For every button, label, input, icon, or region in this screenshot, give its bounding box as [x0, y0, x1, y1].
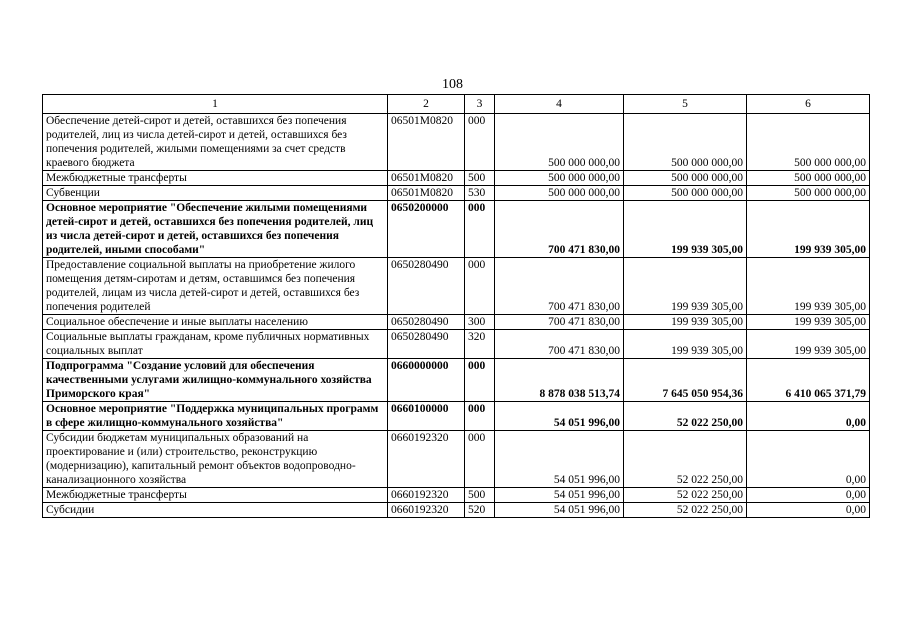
row-value-col5: 199 939 305,00	[624, 330, 747, 359]
table-row	[43, 330, 870, 359]
row-value-col4: 54 051 996,00	[495, 488, 624, 503]
row-value-col4: 500 000 000,00	[495, 114, 624, 171]
row-value-col4: 700 471 830,00	[495, 258, 624, 315]
row-type-cell: 320	[465, 330, 495, 359]
row-type-cell: 520	[465, 503, 495, 518]
row-value-col5: 52 022 250,00	[624, 431, 747, 488]
row-code-cell: 0660192320	[388, 488, 465, 503]
row-value-col5: 52 022 250,00	[624, 503, 747, 518]
page-number: 108	[442, 77, 463, 92]
row-value-col4: 700 471 830,00	[495, 315, 624, 330]
row-value-col6: 500 000 000,00	[747, 186, 870, 201]
table-row	[43, 258, 870, 315]
row-value-col4: 8 878 038 513,74	[495, 359, 624, 402]
row-value-col5: 500 000 000,00	[624, 171, 747, 186]
row-type-cell: 000	[465, 258, 495, 315]
row-name-cell: Субвенции	[43, 186, 388, 201]
row-code-cell: 06501М0820	[388, 186, 465, 201]
row-name-cell: Социальные выплаты гражданам, кроме публичных нормативных социальных выплат	[43, 330, 388, 359]
row-name-cell: Обеспечение детей-сирот и детей, оставшихся без попечения родителей, лиц из числа детей-сирот и детей, оставшихся без попечения родителей, жилыми помещениями за счет средств краевого бюджета	[43, 114, 388, 171]
row-type-cell: 000	[465, 431, 495, 488]
row-code-cell: 0650200000	[388, 201, 465, 258]
table-row	[43, 171, 870, 186]
table-row	[43, 503, 870, 518]
row-type-cell: 000	[465, 402, 495, 431]
row-name-cell: Основное мероприятие "Поддержка муниципальных программ в сфере жилищно-коммунального хозяйства"	[43, 402, 388, 431]
row-type-cell: 000	[465, 114, 495, 171]
header-col-5: 5	[624, 95, 747, 114]
row-value-col6: 0,00	[747, 503, 870, 518]
row-type-cell: 000	[465, 359, 495, 402]
row-code-cell: 0660000000	[388, 359, 465, 402]
row-type-cell: 000	[465, 201, 495, 258]
row-value-col4: 500 000 000,00	[495, 186, 624, 201]
row-value-col6: 199 939 305,00	[747, 315, 870, 330]
row-code-cell: 0650280490	[388, 330, 465, 359]
row-name-cell: Субсидии бюджетам муниципальных образований на проектирование и (или) строительство, реконструкцию (модернизацию), капитальный ремонт объектов водопроводно-канализационного хозяйства	[43, 431, 388, 488]
row-name-cell: Основное мероприятие "Обеспечение жилыми помещениями детей-сирот и детей, оставшихся без попечения родителей, лиц из числа детей-сирот и детей, оставшихся без попечения родителей, иными способами"	[43, 201, 388, 258]
row-name-cell: Социальное обеспечение и иные выплаты населению	[43, 315, 388, 330]
row-type-cell: 500	[465, 171, 495, 186]
row-name-cell: Предоставление социальной выплаты на приобретение жилого помещения детям-сиротам и детям, оставшимся без попечения родителей, лицам из числа детей-сирот и детей, оставшихся без попечения родителей	[43, 258, 388, 315]
row-name-cell: Подпрограмма "Создание условий для обеспечения качественными услугами жилищно-коммунального хозяйства Приморского края"	[43, 359, 388, 402]
row-code-cell: 0650280490	[388, 258, 465, 315]
table-row	[43, 431, 870, 488]
row-name-cell: Субсидии	[43, 503, 388, 518]
table-row	[43, 186, 870, 201]
header-col-1: 1	[43, 95, 388, 114]
row-value-col5: 199 939 305,00	[624, 258, 747, 315]
row-value-col5: 199 939 305,00	[624, 201, 747, 258]
table-row	[43, 201, 870, 258]
row-code-cell: 06501М0820	[388, 114, 465, 171]
table-row	[43, 488, 870, 503]
row-value-col5: 52 022 250,00	[624, 402, 747, 431]
budget-table	[42, 94, 870, 518]
row-value-col4: 700 471 830,00	[495, 330, 624, 359]
row-value-col6: 0,00	[747, 488, 870, 503]
row-value-col6: 6 410 065 371,79	[747, 359, 870, 402]
table-row	[43, 114, 870, 171]
row-code-cell: 06501М0820	[388, 171, 465, 186]
header-col-2: 2	[388, 95, 465, 114]
row-type-cell: 530	[465, 186, 495, 201]
table-row	[43, 315, 870, 330]
row-code-cell: 0660100000	[388, 402, 465, 431]
row-code-cell: 0650280490	[388, 315, 465, 330]
row-type-cell: 300	[465, 315, 495, 330]
row-value-col6: 0,00	[747, 402, 870, 431]
row-value-col6: 500 000 000,00	[747, 171, 870, 186]
row-value-col4: 700 471 830,00	[495, 201, 624, 258]
row-code-cell: 0660192320	[388, 503, 465, 518]
row-value-col4: 54 051 996,00	[495, 503, 624, 518]
table-body	[43, 95, 870, 518]
row-value-col5: 500 000 000,00	[624, 114, 747, 171]
row-name-cell: Межбюджетные трансферты	[43, 171, 388, 186]
table-row	[43, 402, 870, 431]
row-value-col6: 199 939 305,00	[747, 258, 870, 315]
row-value-col5: 52 022 250,00	[624, 488, 747, 503]
row-code-cell: 0660192320	[388, 431, 465, 488]
row-value-col4: 500 000 000,00	[495, 171, 624, 186]
row-type-cell: 500	[465, 488, 495, 503]
row-value-col5: 500 000 000,00	[624, 186, 747, 201]
row-value-col6: 199 939 305,00	[747, 330, 870, 359]
row-value-col4: 54 051 996,00	[495, 402, 624, 431]
row-value-col6: 199 939 305,00	[747, 201, 870, 258]
header-col-4: 4	[495, 95, 624, 114]
header-row	[43, 95, 870, 114]
row-value-col5: 7 645 050 954,36	[624, 359, 747, 402]
row-value-col5: 199 939 305,00	[624, 315, 747, 330]
row-name-cell: Межбюджетные трансферты	[43, 488, 388, 503]
table-row	[43, 359, 870, 402]
row-value-col6: 500 000 000,00	[747, 114, 870, 171]
header-col-6: 6	[747, 95, 870, 114]
row-value-col4: 54 051 996,00	[495, 431, 624, 488]
header-col-3: 3	[465, 95, 495, 114]
row-value-col6: 0,00	[747, 431, 870, 488]
